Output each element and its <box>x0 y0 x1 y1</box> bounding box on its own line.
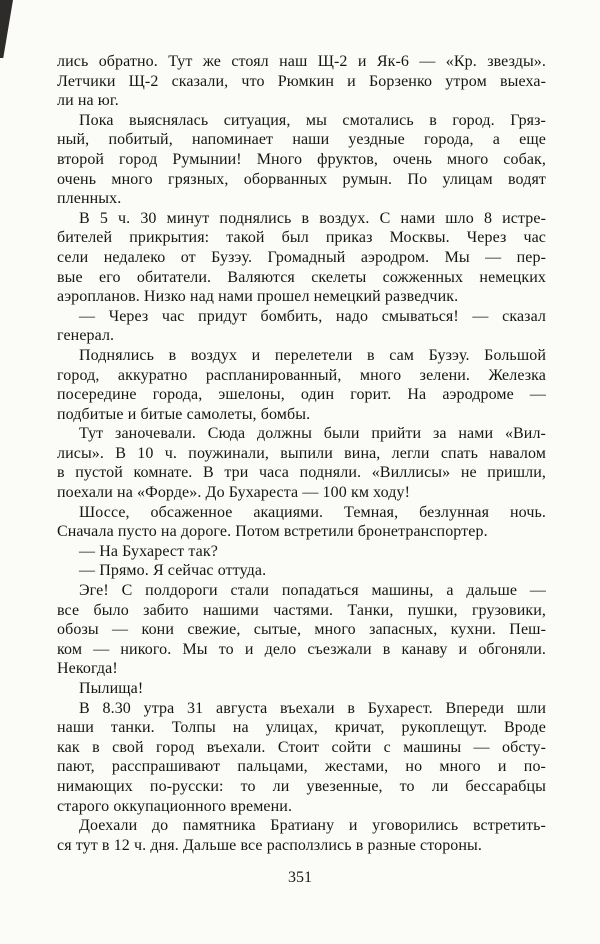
text-line: пленных. <box>57 190 122 208</box>
text-line: город, аккуратно распланированный, много зелени. Железка <box>57 366 546 384</box>
text-line: ный, побитый, напоминает наши уездные города, а еще <box>57 131 546 149</box>
paragraph <box>57 503 546 542</box>
paragraph <box>57 561 546 581</box>
text-line: ком — никого. Мы то и дело съезжали в канаву и обгоняли. <box>57 640 546 658</box>
paragraph <box>57 209 546 307</box>
text-line: в пустой комнате. В три часа подняли. «Виллисы» не пришли, <box>57 464 546 482</box>
text-line: бителей прикрытия: такой был приказ Москвы. Через час <box>57 229 546 247</box>
text-line: — Через час придут бомбить, надо смываться! — сказал <box>79 307 546 325</box>
text-line: вые его обитатели. Валяются скелеты сожженных немецких <box>57 268 546 286</box>
text-line: нимающих по-русски: то ли увезенные, то ли бессарабцы <box>57 777 546 795</box>
text-line: — На Бухарест так? <box>79 542 218 560</box>
text-line: поехали на «Форде». До Бухареста — 100 км ходу! <box>57 484 411 502</box>
text-line: Пока выяснялась ситуация, мы смотались в город. Гряз- <box>79 111 546 129</box>
text-line: Сначала пусто на дороге. Потом встретили бронетранспортер. <box>57 523 488 541</box>
paragraph <box>57 52 546 111</box>
paragraph <box>57 581 546 679</box>
paragraph <box>57 679 546 699</box>
text-line: старого оккупационного времени. <box>57 797 293 815</box>
text-line: Пылища! <box>79 680 144 697</box>
text-line: генерал. <box>57 327 115 345</box>
text-line: Некогда! <box>57 660 118 678</box>
text-line: подбитые и битые самолеты, бомбы. <box>57 405 311 423</box>
text-line: сели недалеко от Бузэу. Громадный аэродром. Мы — пер- <box>57 248 546 266</box>
book-page-text <box>57 52 546 855</box>
paragraph <box>57 699 546 817</box>
text-line: ли на юг. <box>57 92 119 110</box>
text-line: лись обратно. Тут же стоял наш Щ-2 и Як-6 — «Кр. звезды». <box>57 53 546 70</box>
paragraph <box>57 346 546 424</box>
text-line: пают, расспрашивают пальцами, жестами, но много и по- <box>57 758 546 776</box>
text-line: Шоссе, обсаженное акациями. Темная, безлунная ночь. <box>79 503 546 521</box>
paragraph <box>57 307 546 346</box>
text-line: Тут заночевали. Сюда должны были прийти за нами «Вил- <box>79 425 546 443</box>
text-line: аэропланов. Низко над нами прошел немецкий разведчик. <box>57 288 459 306</box>
text-line: Летчики Щ-2 сказали, что Рюмкин и Борзенко утром выеха- <box>57 72 546 90</box>
text-line: лисы». В 10 ч. поужинали, выпили вина, легли спать навалом <box>57 444 546 462</box>
text-line: все было забито нашими частями. Танки, пушки, грузовики, <box>57 601 546 619</box>
text-line: Эге! С полдороги стали попадаться машины, а дальше — <box>79 582 546 600</box>
paragraph <box>57 111 546 209</box>
page-number: 351 <box>288 869 312 886</box>
text-line: В 5 ч. 30 минут поднялись в воздух. С нами шло 8 истре- <box>79 209 546 227</box>
text-line: посередине города, эшелоны, один горит. На аэродроме — <box>57 386 546 404</box>
scan-edge-artifact <box>0 0 13 58</box>
text-line: обозы — кони свежие, сытые, много запасных, кухни. Пеш- <box>57 621 546 639</box>
text-line: очень много грязных, оборванных румын. По улицам водят <box>57 170 546 188</box>
text-line: ся тут в 12 ч. дня. Дальше все расползлись в разные стороны. <box>57 836 483 854</box>
paragraph <box>57 424 546 502</box>
text-line: Поднялись в воздух и перелетели в сам Бузэу. Большой <box>79 346 546 364</box>
text-line: второй город Румынии! Много фруктов, очень много собак, <box>57 150 546 168</box>
text-line: наши танки. Толпы на улицах, кричат, рукоплещут. Вроде <box>57 719 546 737</box>
text-line: как в свой город въехали. Стоит сойти с машины — обсту- <box>57 738 546 756</box>
paragraph <box>57 816 546 855</box>
paragraph <box>57 542 546 562</box>
text-line: Доехали до памятника Братиану и уговорились встретить- <box>79 817 546 835</box>
text-line: — Прямо. Я сейчас оттуда. <box>79 562 267 580</box>
text-line: В 8.30 утра 31 августа въехали в Бухарест. Впереди шли <box>79 699 546 717</box>
